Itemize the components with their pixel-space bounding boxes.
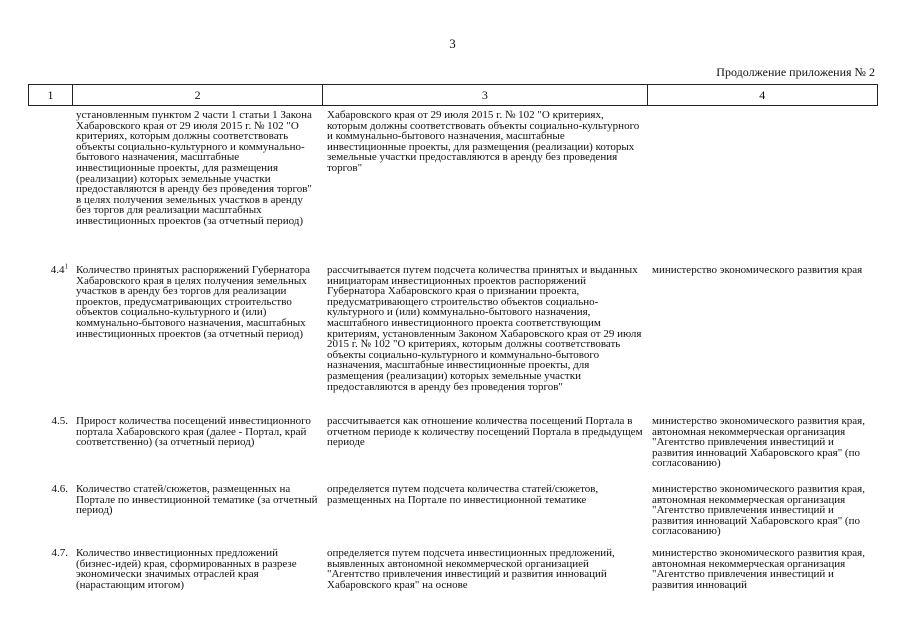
- header-cell-1: 1: [29, 85, 73, 105]
- row-number: [28, 110, 72, 227]
- indicator-cell: Количество статей/сюжетов, размещенных на Портале по инвестиционной тематике (за отчетный период): [76, 483, 318, 517]
- indicator-cell: Количество инвестиционных предложений (бизнес-идей) края, сформированных в разрезе экономически значимых отраслей края (нарастающим итогом): [76, 547, 297, 591]
- table-row: [28, 110, 878, 227]
- row-number: 4.5.: [51, 415, 68, 427]
- table-row: [28, 548, 878, 590]
- continuation-label: Продолжение приложения № 2: [716, 65, 875, 79]
- indicator-cell: установленным пунктом 2 части 1 статьи 1 Закона Хабаровского края от 29 июля 2015 г. № 102 "О критериях, которым должны соответствовать объекты социально-культурного и коммунально-бытового назначения, масштабные инвестиционные проекты, для размещения (реализации) которых земельные участки предоставляются в аренду без проведения торгов" в целях получения земельных участков в аренду без торгов для реализации масштабных инвестиционных проектов (за отчетный период): [76, 109, 312, 227]
- responsible-cell: министерство экономического развития края, автономная некоммерческая организация "Агентство привлечения инвестиций и развития инноваций: [652, 547, 865, 591]
- method-cell: рассчитывается как отношение количества посещений Портала в отчетном периоде к количеству посещений Портала в предыдущем периоде: [327, 415, 643, 449]
- table-row: [28, 262, 878, 393]
- responsible-cell: [648, 110, 878, 227]
- indicator-cell: Количество принятых распоряжений Губернатора Хабаровского края в целях получения земельных участков в аренду без торгов для реализации проектов, предусматривающих строительство объектов социально-культурного и (или) коммунально-бытового назначения, масштабных инвестиционных проектов (за отчетный период): [76, 264, 311, 340]
- header-cell-2: 2: [73, 85, 323, 105]
- page-number: 3: [449, 36, 456, 51]
- table-row: [28, 484, 878, 537]
- table-row: [28, 416, 878, 469]
- responsible-cell: министерство экономического развития края, автономная некоммерческая организация "Агентство привлечения инвестиций и развития инноваций Хабаровского края" (по согласованию): [652, 483, 865, 538]
- row-number: $4.4^1$: [50, 262, 68, 276]
- table-header-row: [28, 84, 878, 106]
- responsible-cell: министерство экономического развития края: [652, 264, 863, 276]
- method-cell: определяется путем подсчета инвестиционных предложений, выявленных автономной некоммерческой организацией "Агентство привлечения инвестиций и развития инноваций Хабаровского края" на основе: [327, 547, 615, 591]
- method-cell: Хабаровского края от 29 июля 2015 г. № 102 "О критериях, которым должны соответствовать объекты социально-культурного и коммунально-бытового назначения, масштабные инвестиционные проекты, для размещения (реализации) которых земельные участки предоставляются в аренду без проведения торгов": [327, 109, 640, 174]
- row-number: 4.7.: [51, 547, 68, 559]
- method-cell: определяется путем подсчета количества статей/сюжетов, размещенных на Портале по инвестиционной тематике: [327, 483, 599, 506]
- indicator-cell: Прирост количества посещений инвестиционного портала Хабаровского края (далее - Портал, край соответственно) (за отчетный период): [76, 415, 311, 449]
- responsible-cell: министерство экономического развития края, автономная некоммерческая организация "Агентство привлечения инвестиций и развития инноваций Хабаровского края" (по согласованию): [652, 415, 865, 470]
- header-cell-4: 4: [759, 88, 766, 102]
- method-cell: рассчитывается путем подсчета количества принятых и выданных инициаторам инвестиционных проектов распоряжений Губернатора Хабаровского края о признании проекта, предусматривающего строительство объектов социально-культурного и (или) коммунально-бытового назначения, масштабного инвестиционного проекта соответствующим критериям, установленным Законом Хабаровского края от 29 июля 2015 г. № 102 "О критериях, которым должны соответствовать объекты социально-культурного и коммунально-бытового назначения, масштабные инвестиционные проекты, для размещения (реализации) которых земельные участки предоставляются в аренду без проведения торгов": [327, 264, 642, 393]
- row-number: 4.6.: [51, 483, 68, 495]
- header-cell-3: 3: [323, 85, 647, 105]
